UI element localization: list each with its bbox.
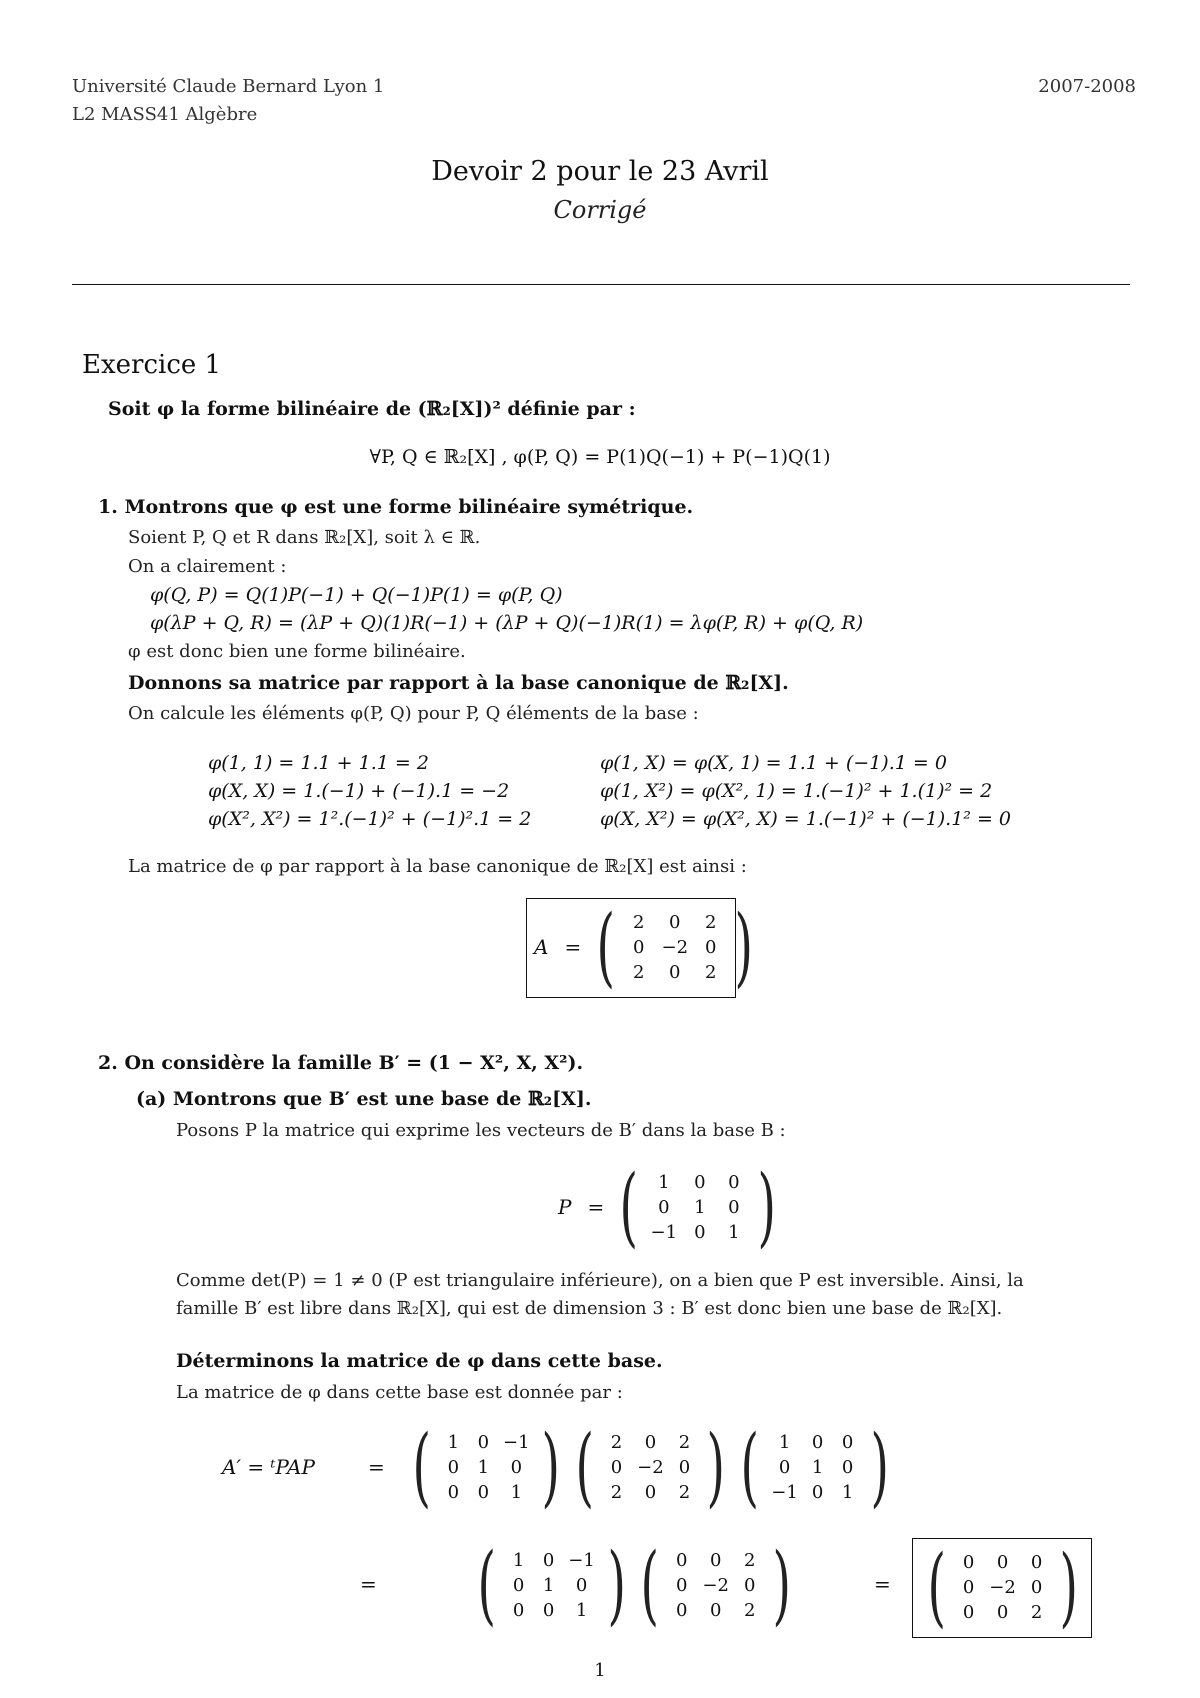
aprime-label: A′ = ᵗPAP xyxy=(222,1455,315,1479)
matrix-cell: −2 xyxy=(702,1574,729,1596)
q1-heading: 1. Montrons que φ est une forme bilinéaire symétrique. xyxy=(98,496,694,518)
q2b-heading: Déterminons la matrice de φ dans cette base. xyxy=(176,1350,663,1372)
q1-eq2: φ(λP + Q, R) = (λP + Q)(1)R(−1) + (λP + Q)(−1)R(1) = λφ(P, R) + φ(Q, R) xyxy=(150,612,864,634)
page-number: 1 xyxy=(594,1660,606,1681)
matrix-cell: 0 xyxy=(694,1171,706,1193)
matrix-cell: −1 xyxy=(771,1481,798,1503)
calc-right-3: φ(X, X²) = φ(X², X) = 1.(−1)² + (−1).1² = 0 xyxy=(600,808,1011,830)
matrix-cell: 1 xyxy=(694,1196,706,1218)
document-subtitle: Corrigé xyxy=(553,196,647,224)
matrix-cell: −2 xyxy=(661,936,689,958)
calc-right-1: φ(1, X) = φ(X, 1) = 1.1 + (−1).1 = 0 xyxy=(600,752,947,774)
matrix-cell: 0 xyxy=(996,1601,1009,1623)
matrix-cell: 0 xyxy=(675,1549,688,1571)
matrix-cell: 0 xyxy=(658,1196,670,1218)
right-paren: ) xyxy=(707,1417,726,1517)
q1-eq1: φ(Q, P) = Q(1)P(−1) + Q(−1)P(1) = φ(P, Q) xyxy=(150,584,563,606)
matrix-cell: 0 xyxy=(962,1576,975,1598)
aprime-row-2 xyxy=(470,1535,798,1635)
right-paren: ) xyxy=(734,897,753,997)
matrix-cell: 1 xyxy=(811,1456,824,1478)
matrix-cell: 0 xyxy=(962,1601,975,1623)
matrix-cell: 0 xyxy=(447,1456,460,1478)
matrix-cell: 2 xyxy=(678,1431,691,1453)
matrix-cell: 1 xyxy=(447,1431,460,1453)
left-paren: ( xyxy=(640,1535,660,1635)
academic-year: 2007-2008 xyxy=(1038,76,1136,97)
calc-left-2: φ(X, X) = 1.(−1) + (−1).1 = −2 xyxy=(208,780,510,802)
equals-sign: = xyxy=(368,1455,385,1479)
matrix-cell: 0 xyxy=(512,1574,525,1596)
exercise-heading: Exercice 1 xyxy=(82,350,222,380)
matrix-cell: 0 xyxy=(1030,1551,1043,1573)
aprime-row-1 xyxy=(222,1417,896,1517)
matrix-cell: 2 xyxy=(678,1481,691,1503)
left-paren: ( xyxy=(596,897,616,997)
matrix-A-grid xyxy=(623,912,727,983)
matrix-cell: 0 xyxy=(743,1574,756,1596)
matrix-cell: −2 xyxy=(989,1576,1016,1598)
matrix-cell: 1 xyxy=(778,1431,791,1453)
matrix-cell: 0 xyxy=(811,1481,824,1503)
matrix-cell: 0 xyxy=(644,1481,657,1503)
matrix-cell: 2 xyxy=(705,961,717,983)
university-name: Université Claude Bernard Lyon 1 xyxy=(72,76,385,97)
matrix-cell: 0 xyxy=(728,1171,740,1193)
matrix-cell: 0 xyxy=(1030,1576,1043,1598)
matrix-cell: 0 xyxy=(644,1431,657,1453)
matrix-cell: 2 xyxy=(633,961,645,983)
title-rule xyxy=(72,284,1130,285)
result-matrix xyxy=(920,1537,1085,1637)
matrix-cell: 2 xyxy=(743,1549,756,1571)
left-paren: ( xyxy=(740,1417,760,1517)
q1-conclusion: φ est donc bien une forme bilinéaire. xyxy=(128,641,466,662)
left-paren: ( xyxy=(619,1157,639,1257)
q1-compute-line: On calcule les éléments φ(P, Q) pour P, Q éléments de la base : xyxy=(128,703,699,724)
equals-sign: = xyxy=(874,1572,891,1596)
matrix-AP xyxy=(667,1550,765,1621)
matrix-cell: 1 xyxy=(728,1221,740,1243)
matrix-cell: 0 xyxy=(512,1599,525,1621)
matrix-cell: 0 xyxy=(610,1456,623,1478)
matrix-cell: 1 xyxy=(575,1599,588,1621)
equals-sign: = xyxy=(587,1195,605,1219)
right-paren: ) xyxy=(870,1417,889,1517)
matrix-cell: 1 xyxy=(542,1574,555,1596)
matrix-A-label: A xyxy=(534,935,549,959)
right-paren: ) xyxy=(772,1535,791,1635)
matrix-cell: −1 xyxy=(568,1549,595,1571)
matrix-cell: 0 xyxy=(996,1551,1009,1573)
equals-sign: = xyxy=(564,935,582,959)
result-grid xyxy=(954,1552,1052,1623)
q2a-conclusion-2: famille B′ est libre dans ℝ₂[X], qui est de dimension 3 : B′ est donc bien une base de ℝ₂[X]. xyxy=(176,1298,1003,1319)
matrix-P-copy xyxy=(767,1432,863,1503)
matrix-P-grid xyxy=(646,1172,750,1243)
matrix-cell: −1 xyxy=(503,1431,530,1453)
q2a-line: Posons P la matrice qui exprime les vecteurs de B′ dans la base B : xyxy=(176,1120,786,1141)
matrix-cell: 2 xyxy=(705,911,717,933)
matrix-A-copy xyxy=(601,1432,699,1503)
matrix-tP-copy xyxy=(504,1550,600,1621)
matrix-cell: 2 xyxy=(743,1599,756,1621)
right-paren: ) xyxy=(607,1535,626,1635)
calc-right-2: φ(1, X²) = φ(X², 1) = 1.(−1)² + 1.(1)² = 2 xyxy=(600,780,993,802)
matrix-cell: 0 xyxy=(675,1599,688,1621)
matrix-cell: 0 xyxy=(841,1456,854,1478)
matrix-cell: 1 xyxy=(512,1549,525,1571)
q2a-conclusion-1: Comme det(P) = 1 ≠ 0 (P est triangulaire inférieure), on a bien que P est inversible. Ainsi, la xyxy=(176,1270,1024,1291)
q1-line1: Soient P, Q et R dans ℝ₂[X], soit λ ∈ ℝ. xyxy=(128,527,481,548)
matrix-cell: 0 xyxy=(709,1549,722,1571)
matrix-cell: 0 xyxy=(962,1551,975,1573)
matrix-cell: −2 xyxy=(637,1456,664,1478)
matrix-cell: 2 xyxy=(610,1431,623,1453)
definition-formula: ∀P, Q ∈ ℝ₂[X] , φ(P, Q) = P(1)Q(−1) + P(−1)Q(1) xyxy=(369,446,831,468)
q2-heading: 2. On considère la famille B′ = (1 − X², X, X²). xyxy=(98,1052,584,1074)
matrix-tP xyxy=(438,1432,534,1503)
matrix-cell: 1 xyxy=(477,1456,490,1478)
q1-line2: On a clairement : xyxy=(128,556,287,577)
q1-subheading: Donnons sa matrice par rapport à la base canonique de ℝ₂[X]. xyxy=(128,672,789,694)
matrix-cell: 0 xyxy=(633,936,645,958)
matrix-cell: 0 xyxy=(447,1481,460,1503)
matrix-cell: 2 xyxy=(1030,1601,1043,1623)
matrix-P-label: P xyxy=(558,1195,572,1219)
course-name: L2 MASS41 Algèbre xyxy=(72,104,258,125)
matrix-cell: 0 xyxy=(669,911,681,933)
q2a-heading: (a) Montrons que B′ est une base de ℝ₂[X]. xyxy=(136,1088,592,1110)
matrix-cell: 0 xyxy=(778,1456,791,1478)
matrix-cell: 0 xyxy=(477,1481,490,1503)
q1-matrix-line: La matrice de φ par rapport à la base canonique de ℝ₂[X] est ainsi : xyxy=(128,856,747,877)
left-paren: ( xyxy=(477,1535,497,1635)
calc-left-3: φ(X², X²) = 1².(−1)² + (−1)².1 = 2 xyxy=(208,808,532,830)
document-title: Devoir 2 pour le 23 Avril xyxy=(431,156,769,187)
left-paren: ( xyxy=(575,1417,594,1517)
matrix-cell: 0 xyxy=(510,1456,523,1478)
matrix-cell: 0 xyxy=(709,1599,722,1621)
right-paren: ) xyxy=(757,1157,776,1257)
matrix-cell: 0 xyxy=(811,1431,824,1453)
matrix-cell: 0 xyxy=(728,1196,740,1218)
matrix-P xyxy=(558,1157,783,1257)
matrix-cell: 0 xyxy=(675,1574,688,1596)
matrix-cell: 2 xyxy=(610,1481,623,1503)
left-paren: ( xyxy=(412,1417,431,1517)
equals-sign: = xyxy=(360,1572,377,1596)
matrix-cell: 0 xyxy=(841,1431,854,1453)
right-paren: ) xyxy=(541,1417,561,1517)
q2b-line: La matrice de φ dans cette base est donnée par : xyxy=(176,1382,623,1403)
matrix-cell: 0 xyxy=(694,1221,706,1243)
matrix-A xyxy=(534,897,760,997)
matrix-cell: 0 xyxy=(705,936,717,958)
matrix-cell: 0 xyxy=(477,1431,490,1453)
matrix-cell: 0 xyxy=(678,1456,691,1478)
matrix-cell: 0 xyxy=(542,1599,555,1621)
matrix-cell: 1 xyxy=(841,1481,854,1503)
calc-left-1: φ(1, 1) = 1.1 + 1.1 = 2 xyxy=(208,752,429,774)
matrix-cell: 1 xyxy=(510,1481,523,1503)
left-paren: ( xyxy=(927,1537,947,1637)
matrix-cell: 0 xyxy=(669,961,681,983)
matrix-cell: 0 xyxy=(575,1574,588,1596)
matrix-cell: 2 xyxy=(633,911,645,933)
matrix-cell: 0 xyxy=(542,1549,555,1571)
right-paren: ) xyxy=(1059,1537,1078,1637)
exercise-intro: Soit φ la forme bilinéaire de (ℝ₂[X])² définie par : xyxy=(108,398,636,420)
matrix-cell: 1 xyxy=(658,1171,670,1193)
matrix-cell: −1 xyxy=(650,1221,678,1243)
